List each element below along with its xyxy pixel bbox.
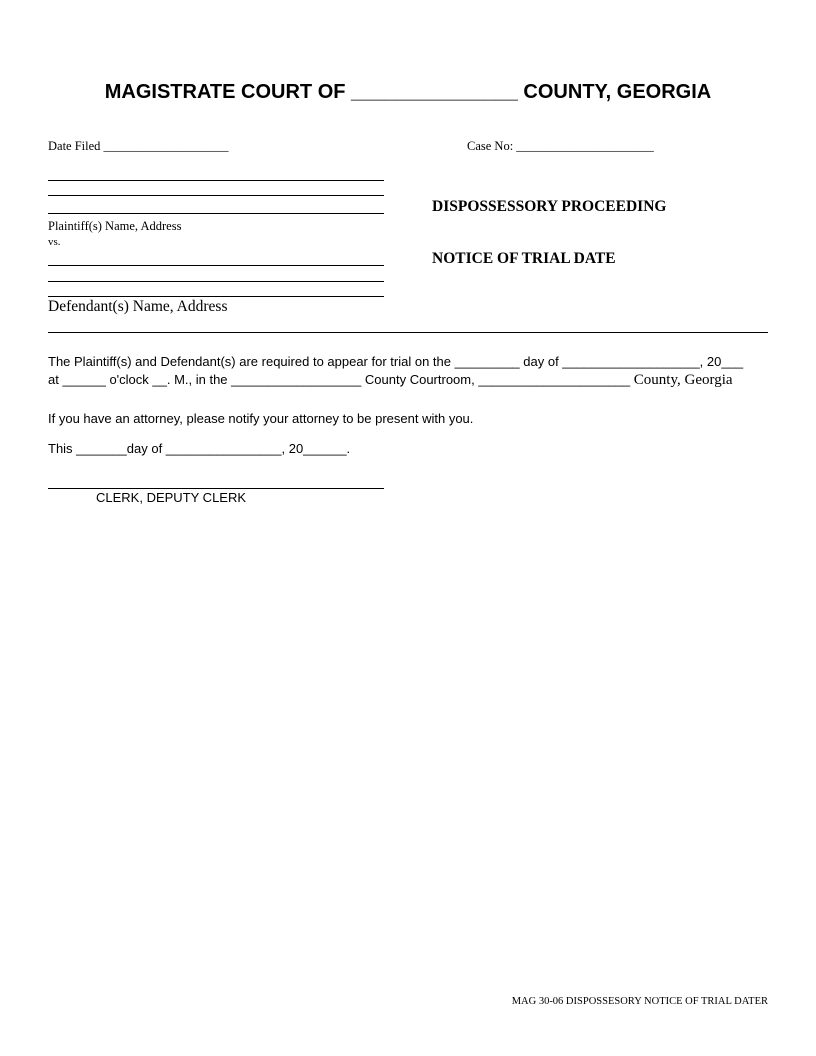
- versus-label: vs.: [48, 236, 61, 248]
- defendant-line-3: [48, 296, 384, 297]
- date-filed-field: Date Filed ____________________: [48, 139, 229, 153]
- trial-date-sentence: The Plaintiff(s) and Defendant(s) are required to appear for trial on the _________ day of ___________________, 20___: [48, 354, 744, 369]
- this-day-line: This _______day of ________________, 20______.: [48, 441, 351, 456]
- trial-location-main: at ______ o'clock __. M., in the __________________ County Courtroom, _____________________: [48, 372, 631, 387]
- page-title: MAGISTRATE COURT OF _______________ COUNTY, GEORGIA: [104, 81, 712, 103]
- notice-heading: NOTICE OF TRIAL DATE: [432, 250, 616, 267]
- defendant-label: Defendant(s) Name, Address: [48, 298, 228, 315]
- attorney-notice: If you have an attorney, please notify your attorney to be present with you.: [48, 411, 474, 426]
- plaintiff-line-2: [48, 195, 384, 196]
- signature-line: [48, 488, 384, 489]
- case-number-field: Case No: ______________________: [467, 139, 654, 153]
- signature-label: CLERK, DEPUTY CLERK: [96, 490, 247, 505]
- section-divider: [48, 332, 768, 333]
- plaintiff-line-3: [48, 213, 384, 214]
- trial-location-county: County, Georgia: [633, 372, 733, 388]
- defendant-line-1: [48, 265, 384, 266]
- plaintiff-label: Plaintiff(s) Name, Address: [48, 219, 182, 233]
- plaintiff-line-1: [48, 180, 384, 181]
- trial-location-sentence: [48, 372, 733, 389]
- defendant-line-2: [48, 281, 384, 282]
- dispossessory-heading: DISPOSSESSORY PROCEEDING: [432, 198, 667, 215]
- form-footer: MAG 30-06 DISPOSSESORY NOTICE OF TRIAL DATER: [511, 996, 768, 1007]
